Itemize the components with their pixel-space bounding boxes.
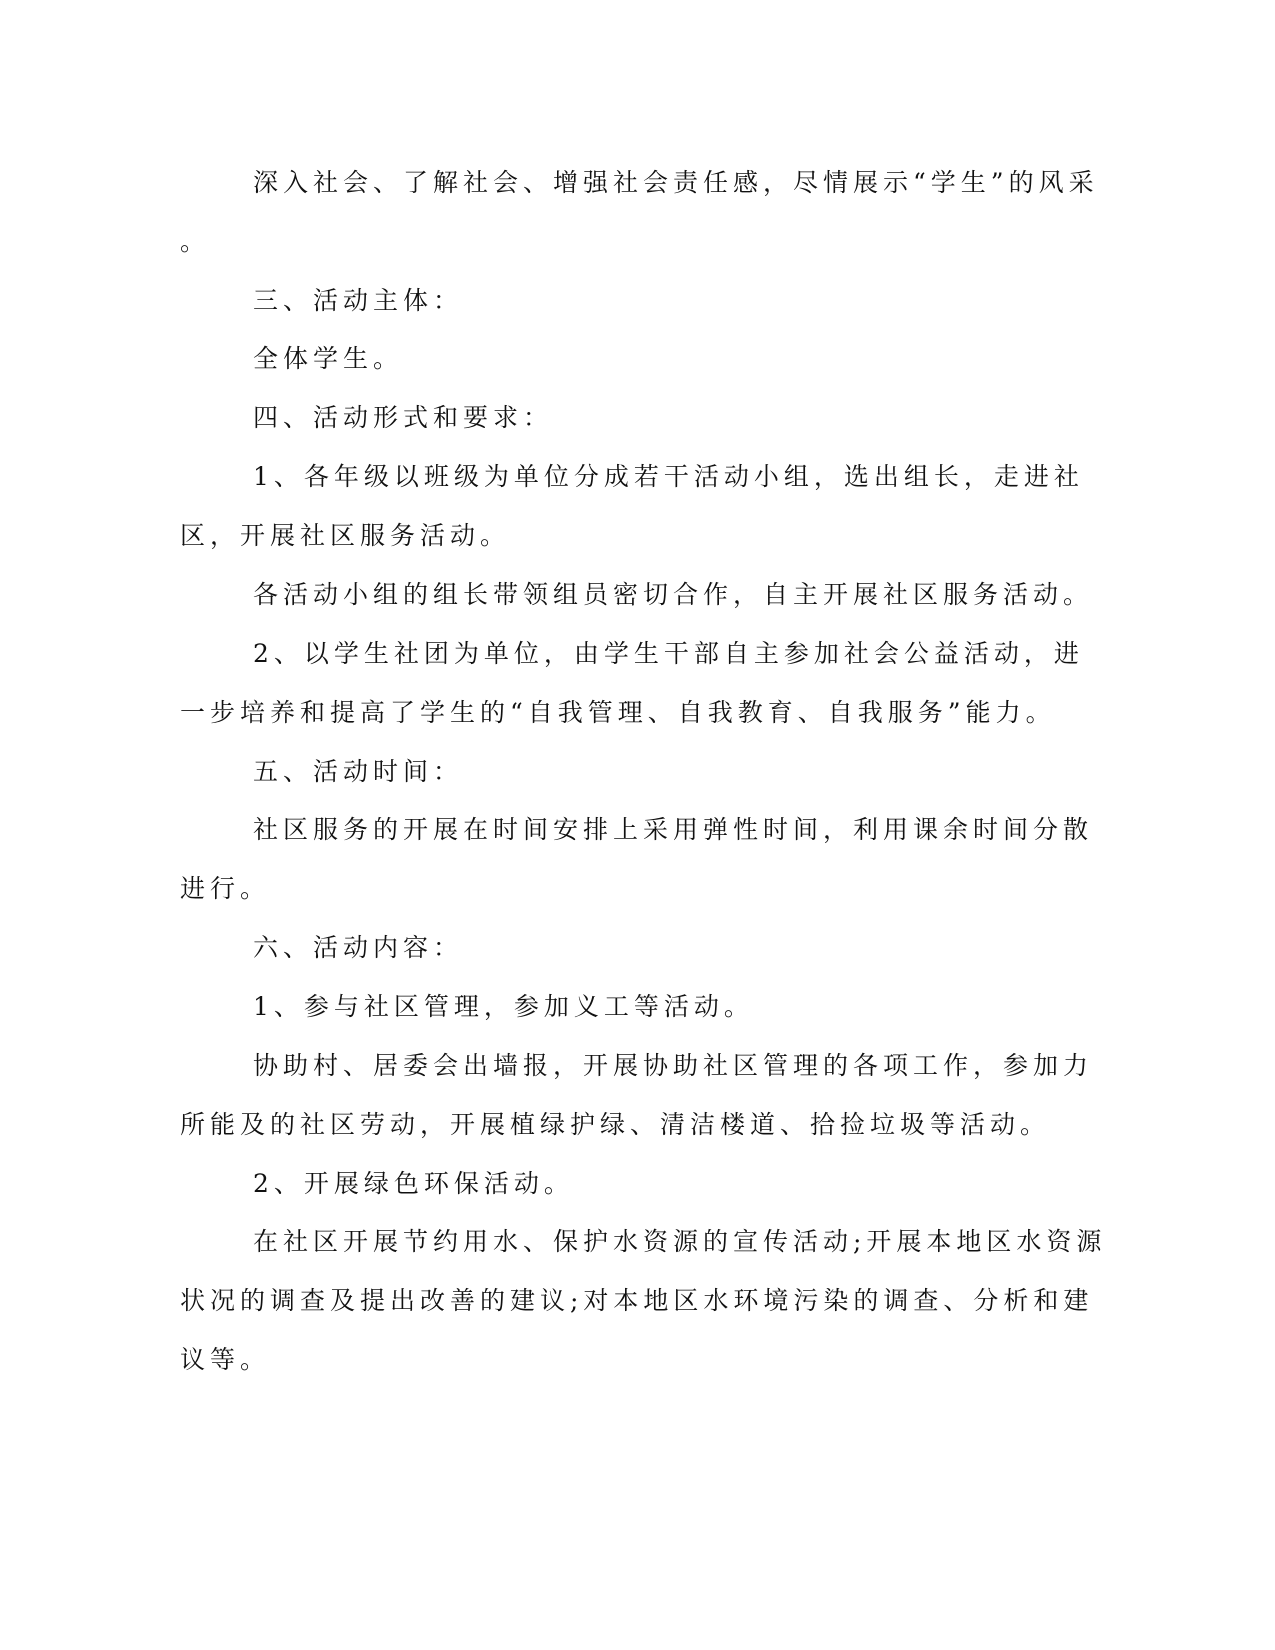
paragraph-line: 协助村、居委会出墙报，开展协助社区管理的各项工作，参加力	[253, 1051, 1094, 1080]
paragraph-line: 1、参与社区管理，参加义工等活动。	[253, 992, 754, 1021]
section-heading: 三、活动主体：	[253, 286, 464, 315]
paragraph-line: 2、开展绿色环保活动。	[253, 1169, 574, 1198]
paragraph-line: 社区服务的开展在时间安排上采用弹性时间，利用课余时间分散	[253, 815, 1094, 844]
paragraph-line: 议等。	[180, 1345, 271, 1374]
paragraph-line: 在社区开展节约用水、保护水资源的宣传活动;开展本地区水资源	[253, 1227, 1107, 1256]
paragraph-line: 所能及的社区劳动，开展植绿护绿、清洁楼道、拾捡垃圾等活动。	[180, 1110, 1051, 1139]
section-heading: 四、活动形式和要求：	[253, 403, 554, 432]
section-heading: 六、活动内容：	[253, 933, 464, 962]
paragraph-line: 各活动小组的组长带领组员密切合作，自主开展社区服务活动。	[253, 580, 1094, 609]
section-heading: 五、活动时间：	[253, 757, 464, 786]
paragraph-line: 区，开展社区服务活动。	[180, 521, 511, 550]
paragraph-line: 。	[180, 227, 211, 256]
paragraph-line: 1、各年级以班级为单位分成若干活动小组，选出组长，走进社	[253, 462, 1084, 491]
paragraph-line: 状况的调查及提出改善的建议;对本地区水环境污染的调查、分析和建	[180, 1286, 1094, 1315]
paragraph-line: 一步培养和提高了学生的“自我管理、自我教育、自我服务”能力。	[180, 698, 1056, 727]
paragraph-line: 进行。	[180, 874, 271, 903]
paragraph-line: 深入社会、了解社会、增强社会责任感，尽情展示“学生”的风采	[253, 168, 1099, 197]
paragraph-line: 全体学生。	[253, 344, 404, 373]
paragraph-line: 2、以学生社团为单位，由学生干部自主参加社会公益活动，进	[253, 639, 1084, 668]
